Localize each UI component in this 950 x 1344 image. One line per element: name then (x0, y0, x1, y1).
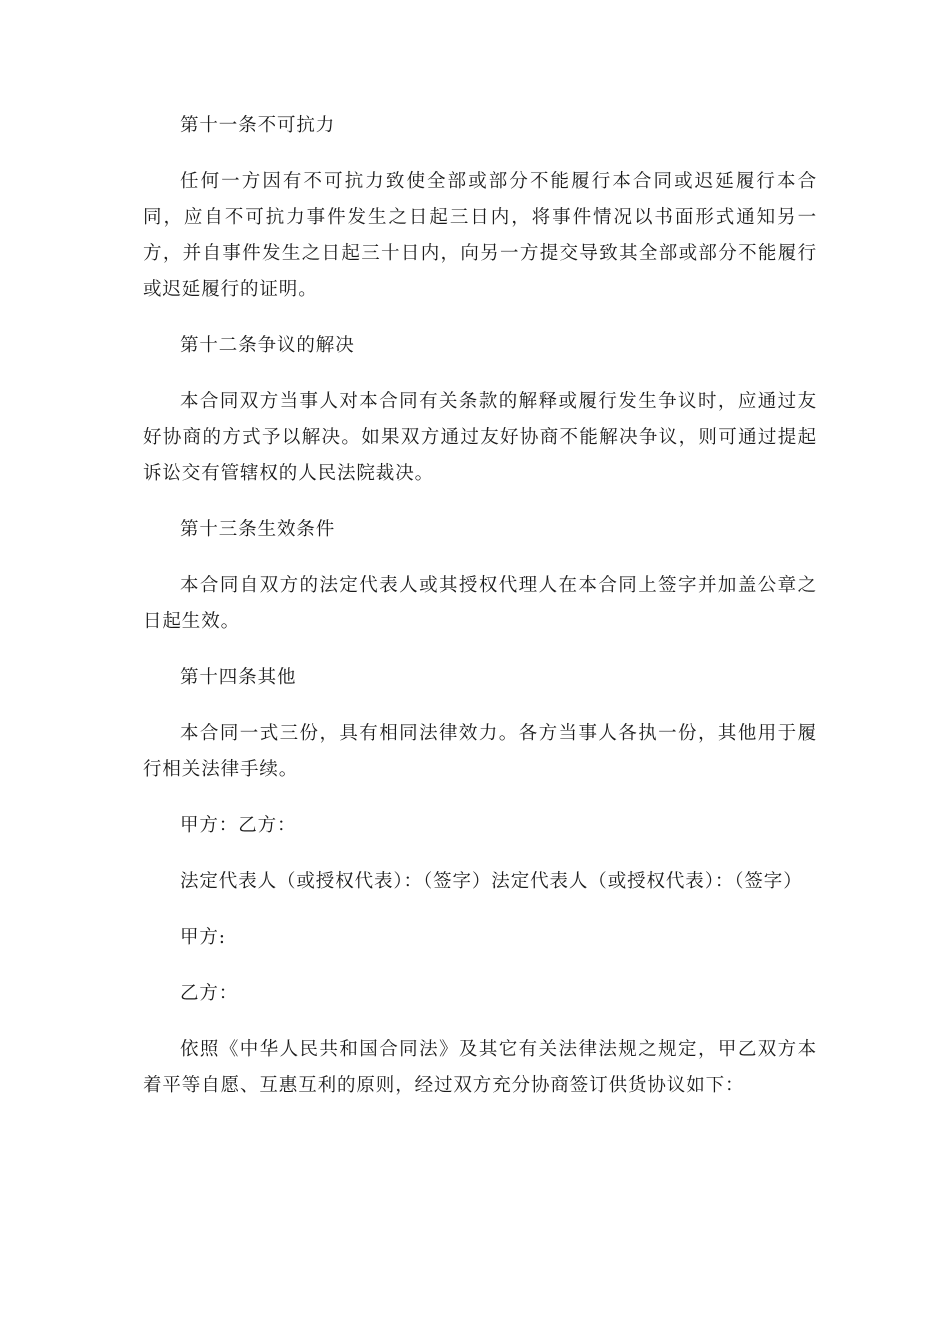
preamble-paragraph: 依照《中华人民共和国合同法》及其它有关法律法规之规定，甲乙双方本着平等自愿、互惠互利的原则，经过双方充分协商签订供货协议如下： (143, 1039, 817, 1096)
article-12-title: 第十二条争议的解决 (180, 335, 355, 356)
article-13-body: 本合同自双方的法定代表人或其授权代理人在本合同上签字并加盖公章之日起生效。 (143, 575, 817, 632)
article-11-title: 第十一条不可抗力 (180, 115, 336, 136)
article-12-body: 本合同双方当事人对本合同有关条款的解释或履行发生争议时，应通过友好协商的方式予以解决。如果双方通过友好协商不能解决争议，则可通过提起诉讼交有管辖权的人民法院裁决。 (143, 391, 817, 484)
parties-line: 甲方：乙方： (180, 815, 297, 836)
article-13-title: 第十三条生效条件 (180, 519, 336, 540)
signature-line: 法定代表人（或授权代表）：（签字）法定代表人（或授权代表）：（签字） (180, 871, 803, 892)
party-a-label: 甲方: (180, 927, 226, 948)
article-11-body: 任何一方因有不可抗力致使全部或部分不能履行本合同或迟延履行本合同，应自不可抗力事件发生之日起三日内，将事件情况以书面形式通知另一方，并自事件发生之日起三十日内，向另一方提交导致其全部或部分不能履行或迟延履行的证明。 (143, 171, 817, 300)
article-14-body: 本合同一式三份，具有相同法律效力。各方当事人各执一份，其他用于履行相关法律手续。 (143, 723, 817, 780)
document-body (143, 108, 817, 1124)
party-b-label: 乙方： (180, 983, 239, 1004)
article-14-title: 第十四条其他 (180, 667, 297, 688)
